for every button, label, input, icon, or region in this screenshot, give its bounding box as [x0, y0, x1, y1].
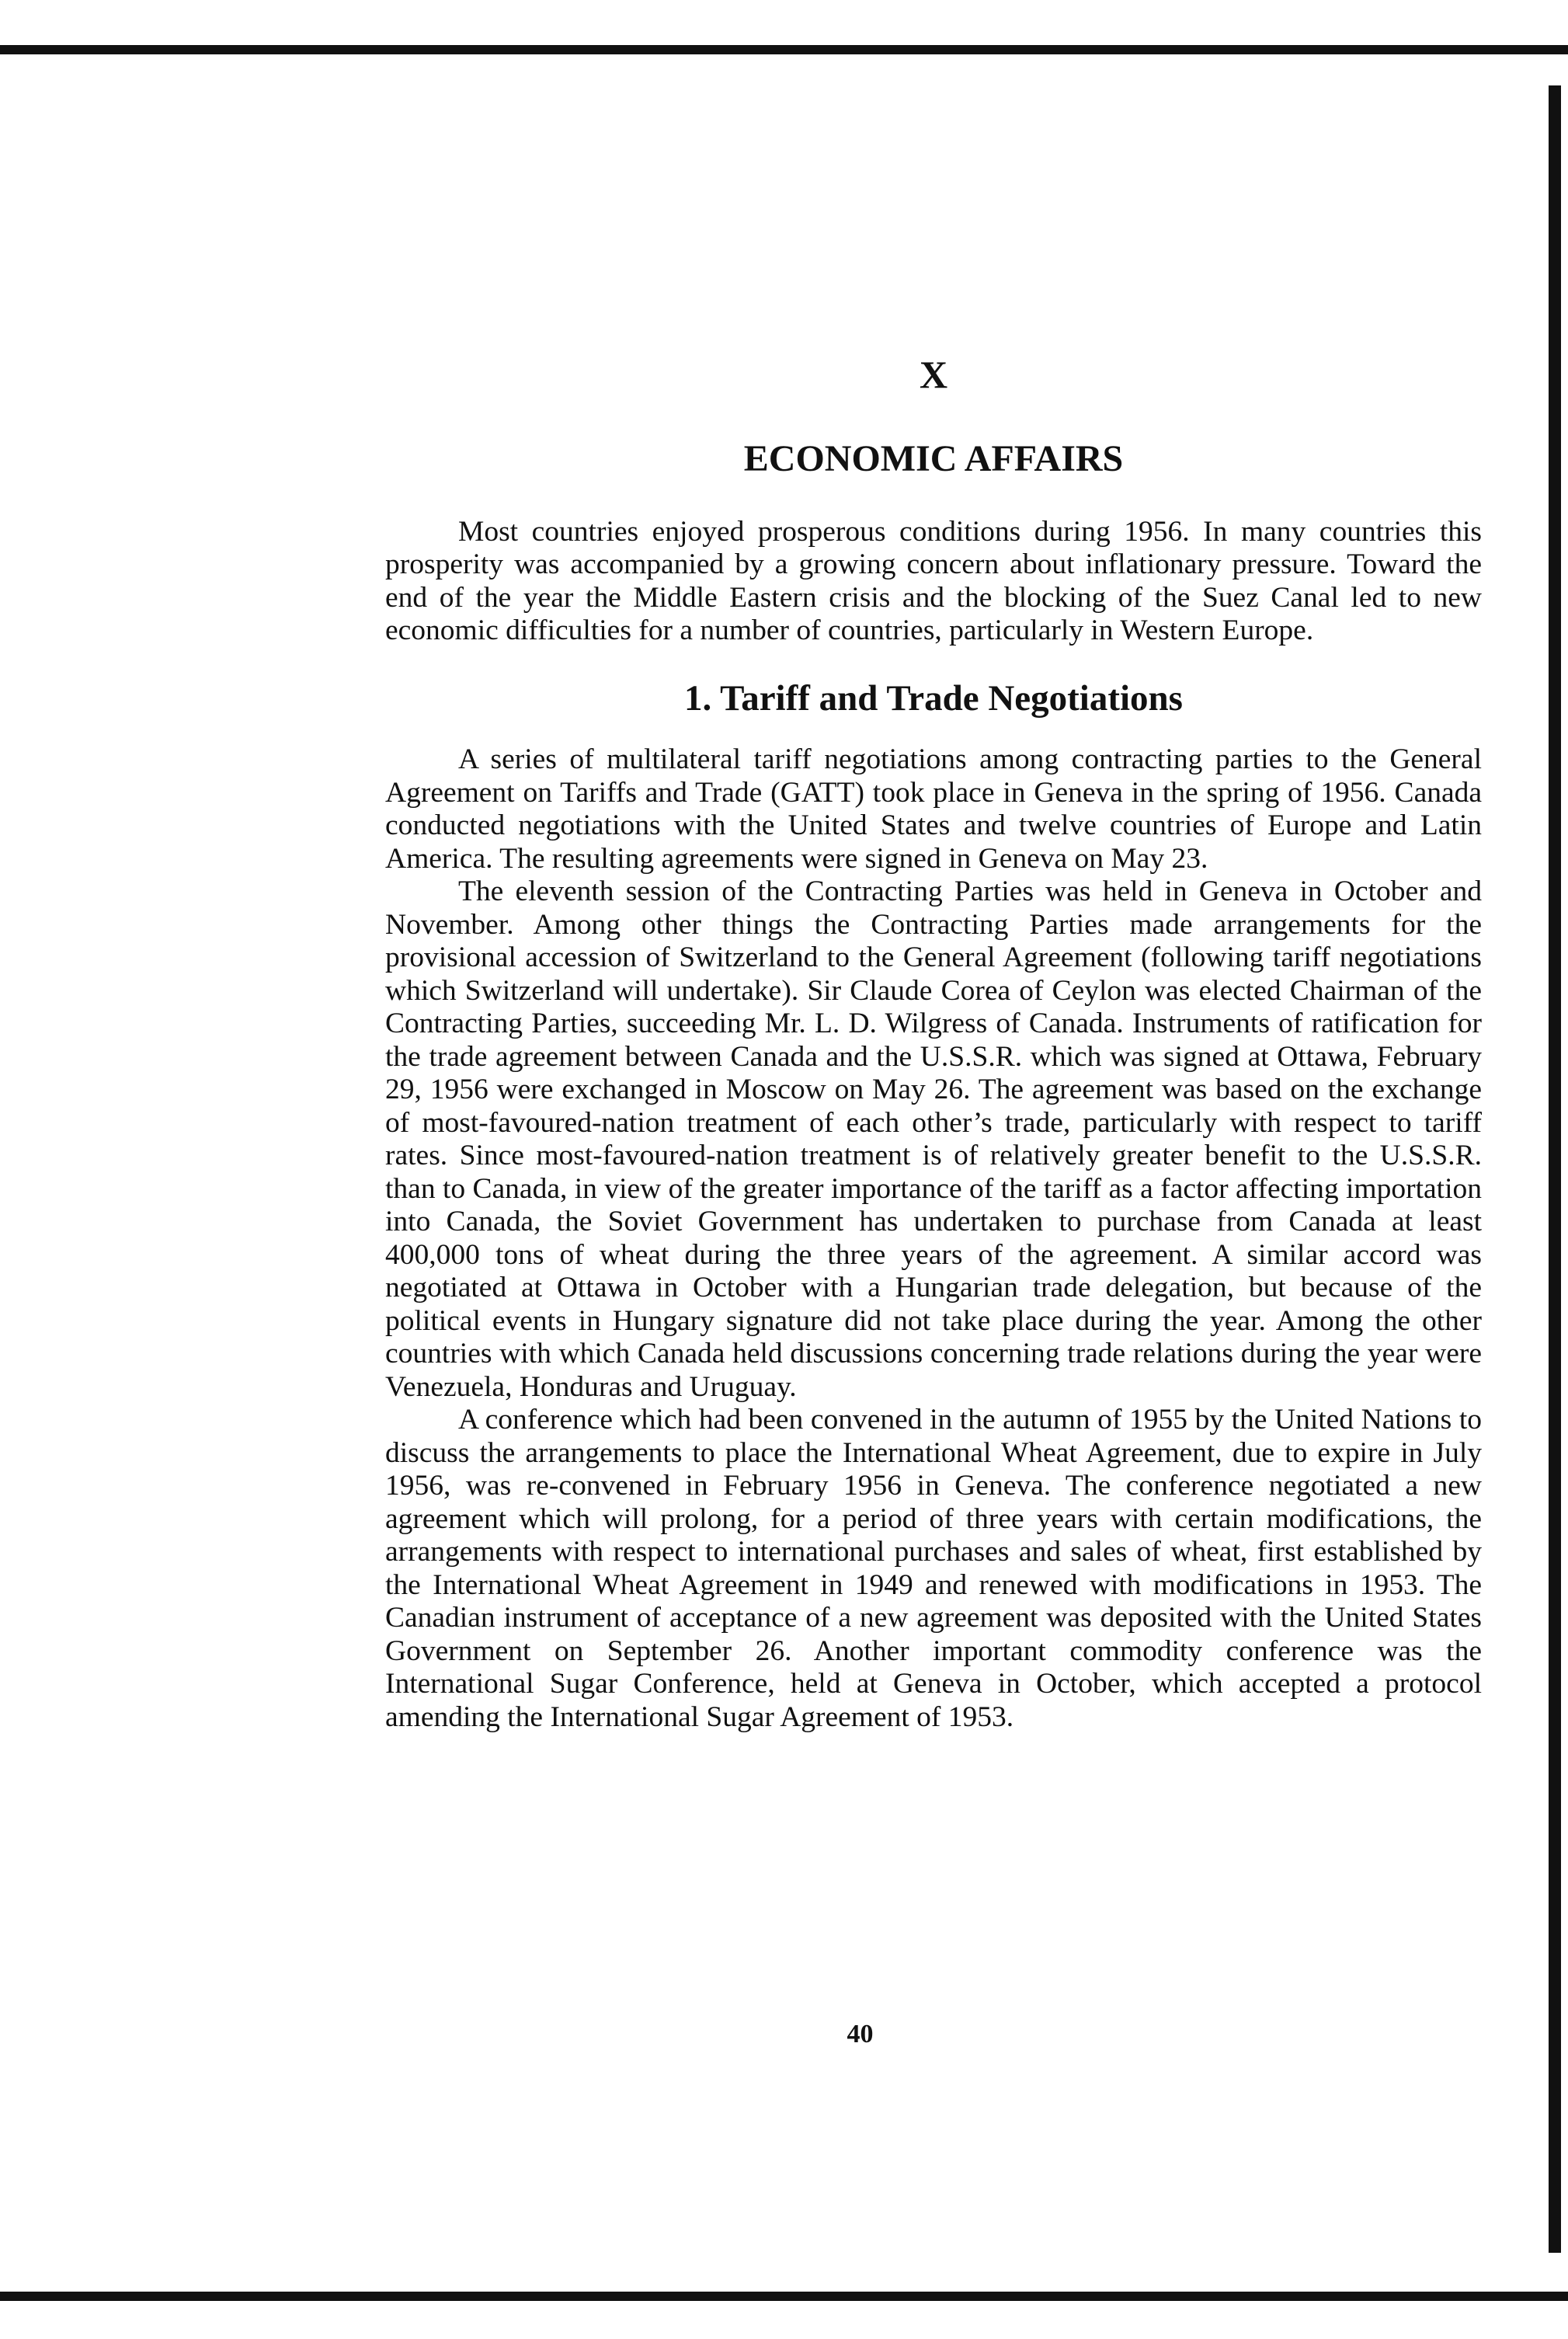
page-content [385, 353, 1482, 1734]
scan-border-top [0, 45, 1568, 54]
intro-paragraph: Most countries enjoyed prosperous conditions during 1956. In many countries this prosperity was accompanied by a growing concern about inflationary pressure. Toward the end of the year the Middle Eastern crisis and the blocking of the Suez Canal led to new economic difficulties for a number of countries, particularly in Western Europe. [385, 515, 1482, 647]
section-paragraph-2: The eleventh session of the Contracting Parties was held in Geneva in October and November. Among other things the Contracting Parties made arrangements for the provisional accession of Switzerland to the General Agreement (following tariff negotiations which Switzerland will undertake). Sir Claude Corea of Ceylon was elected Chairman of the Contracting Parties, succeeding Mr. L. D. Wilgress of Canada. Instruments of ratification for the trade agreement between Canada and the U.S.S.R. which was signed at Ottawa, February 29, 1956 were exchanged in Moscow on May 26. The agreement was based on the exchange of most-favoured-nation treatment of each other’s trade, particularly with respect to tariff rates. Since most-favoured-nation treatment is of relatively greater benefit to the U.S.S.R. than to Canada, in view of the greater importance of the tariff as a factor affecting importation into Canada, the Soviet Government has undertaken to purchase from Canada at least 400,000 tons of wheat during the three years of the agreement. A similar accord was negotiated at Ottawa in October with a Hungarian trade delegation, but because of the political events in Hungary signature did not take place during the year. Among the other countries with which Canada held discussions concerning trade relations during the year were Venezuela, Honduras and Uruguay. [385, 875, 1482, 1403]
chapter-title: ECONOMIC AFFAIRS [743, 438, 1124, 479]
page-number: 40 [847, 2020, 874, 2048]
section-paragraph-1: A series of multilateral tariff negotiations among contracting parties to the General Agreement on Tariffs and Trade (GATT) took place in Geneva in the spring of 1956. Canada conducted negotiations with the United States and twelve countries of Europe and Latin America. The resulting agreements were signed in Geneva on May 23. [385, 743, 1482, 875]
section-title: 1. Tariff and Trade Negotiations [684, 677, 1183, 719]
scan-border-right [1549, 85, 1561, 2253]
scan-border-bottom [0, 2292, 1568, 2301]
chapter-numeral: X [919, 353, 948, 396]
section-paragraph-3: A conference which had been convened in the autumn of 1955 by the United Nations to discuss the arrangements to place the International Wheat Agreement, due to expire in July 1956, was re-convened in February 1956 in Geneva. The conference negotiated a new agreement which will prolong, for a period of three years with certain modifications, the arrangements with respect to international purchases and sales of wheat, first established by the International Wheat Agreement in 1949 and renewed with modifications in 1953. The Canadian instrument of acceptance of a new agreement was deposited with the United States Government on September 26. Another important commodity conference was the International Sugar Conference, held at Geneva in October, which accepted a protocol amending the International Sugar Agreement of 1953. [385, 1404, 1482, 1733]
